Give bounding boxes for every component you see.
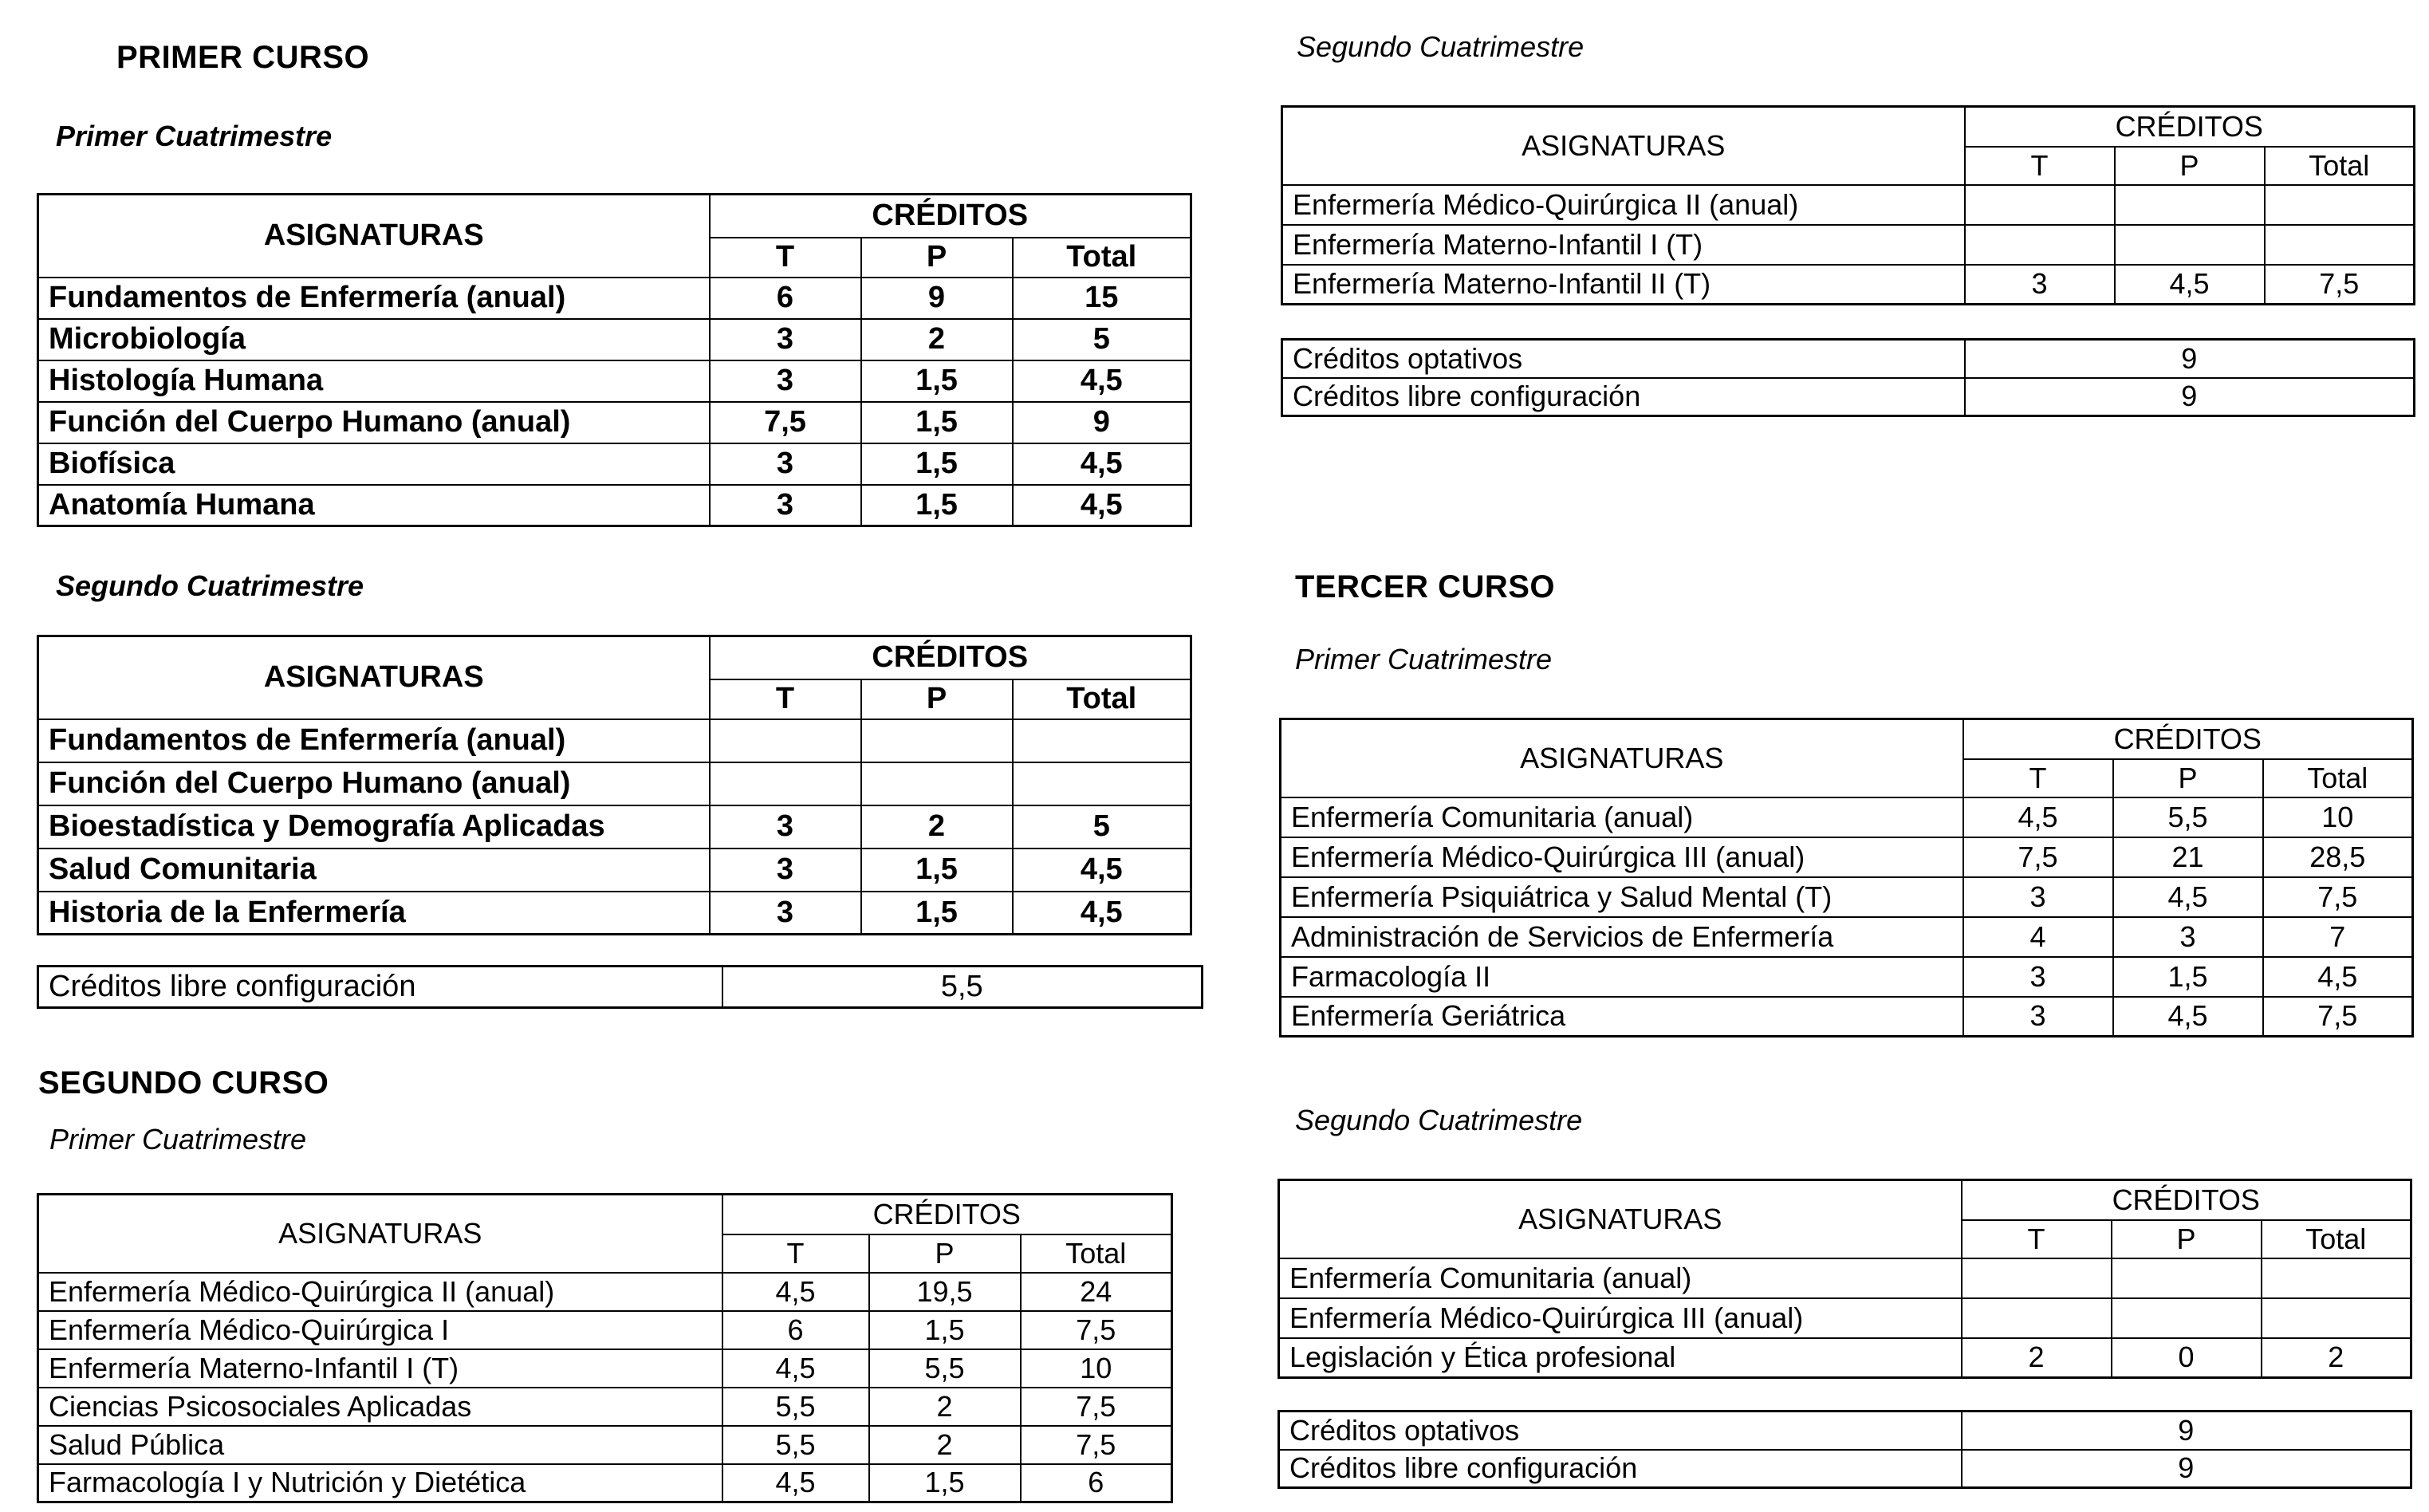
credits-p: 2 [869, 1388, 1021, 1426]
subject-name: Enfermería Geriátrica [1281, 997, 1963, 1037]
p-header: P [869, 1234, 1021, 1273]
extra-label: Créditos libre configuración [1282, 378, 1965, 416]
total-header: Total [2265, 147, 2415, 185]
subject-name: Fundamentos de Enfermería (anual) [38, 278, 710, 319]
t-header: T [710, 679, 861, 719]
total-header: Total [1013, 679, 1191, 719]
subject-name: Enfermería Médico-Quirúrgica II (anual) [1282, 185, 1965, 225]
subject-name: Enfermería Materno-Infantil II (T) [1282, 265, 1965, 305]
credits-total: 15 [1013, 278, 1191, 319]
total-header: Total [2263, 759, 2413, 797]
t-header: T [710, 238, 861, 278]
p-header: P [2115, 147, 2265, 185]
subject-name: Función del Cuerpo Humano (anual) [38, 762, 710, 805]
credits-total: 7,5 [1021, 1311, 1172, 1349]
tercer-curso-cuatri1-table [1279, 718, 2414, 1038]
table-row [38, 1426, 1172, 1464]
extra-value: 9 [1965, 340, 2415, 378]
tercer-curso-extra-table [1277, 1410, 2412, 1489]
credits-p: 1,5 [861, 402, 1013, 443]
p-header: P [2112, 1220, 2262, 1258]
credits-t: 3 [710, 892, 861, 935]
total-header: Total [2262, 1220, 2411, 1258]
credits-p: 2 [861, 805, 1013, 849]
credits-t: 3 [710, 360, 861, 402]
t-header: T [1963, 759, 2113, 797]
credits-total: 5 [1013, 319, 1191, 360]
credits-t: 3 [710, 849, 861, 892]
extra-value: 9 [1962, 1450, 2411, 1488]
credits-p: 2 [861, 319, 1013, 360]
credits-total [1013, 762, 1191, 805]
credits-header: CRÉDITOS [1962, 1180, 2411, 1220]
subject-name: Microbiología [38, 319, 710, 360]
table-row [1279, 1298, 2411, 1338]
credits-t: 6 [710, 278, 861, 319]
table-row [1282, 340, 2415, 378]
credits-t: 5,5 [722, 1426, 869, 1464]
subject-name: Enfermería Materno-Infantil I (T) [38, 1349, 722, 1388]
table-row [38, 849, 1191, 892]
subject-name: Legislación y Ética profesional [1279, 1338, 1962, 1378]
credits-t: 5,5 [722, 1388, 869, 1426]
credits-total: 4,5 [1013, 892, 1191, 935]
primer-curso-cuatri1-title: Primer Cuatrimestre [56, 120, 333, 152]
subject-name: Anatomía Humana [38, 485, 710, 526]
subject-name: Enfermería Comunitaria (anual) [1279, 1258, 1962, 1298]
segundo-curso-cuatri1-table [37, 1193, 1173, 1503]
table-row [38, 805, 1191, 849]
table-row [38, 1388, 1172, 1426]
p-header: P [2113, 759, 2263, 797]
table-row [1282, 185, 2415, 225]
extra-label: Créditos optativos [1279, 1412, 1962, 1450]
subject-name: Biofísica [38, 443, 710, 485]
subject-name: Farmacología I y Nutrición y Dietética [38, 1464, 722, 1502]
extra-label: Créditos libre configuración [38, 967, 722, 1008]
table-row [38, 1349, 1172, 1388]
credits-t: 4 [1963, 917, 2113, 957]
subject-name: Enfermería Psiquiátrica y Salud Mental (T) [1281, 877, 1963, 917]
table-row [1281, 957, 2413, 997]
credits-t [1962, 1298, 2112, 1338]
credits-total: 7 [2263, 917, 2413, 957]
subjects-header: ASIGNATURAS [38, 636, 710, 719]
table-row [38, 402, 1191, 443]
table-row [1279, 1258, 2411, 1298]
credits-t: 7,5 [1963, 837, 2113, 877]
credits-total: 7,5 [2265, 265, 2415, 305]
credits-p [2112, 1298, 2262, 1338]
credits-t [1965, 225, 2115, 265]
credits-total: 7,5 [1021, 1388, 1172, 1426]
table-row [1279, 1338, 2411, 1378]
credits-total: 4,5 [1013, 485, 1191, 526]
p-header: P [861, 679, 1013, 719]
credits-total: 4,5 [1013, 849, 1191, 892]
extra-label: Créditos optativos [1282, 340, 1965, 378]
table-row [38, 1464, 1172, 1502]
credits-p: 21 [2113, 837, 2263, 877]
subject-name: Enfermería Médico-Quirúrgica I [38, 1311, 722, 1349]
credits-t: 3 [710, 805, 861, 849]
credits-p: 4,5 [2113, 997, 2263, 1037]
credits-p: 2 [869, 1426, 1021, 1464]
credits-p: 1,5 [869, 1311, 1021, 1349]
total-header: Total [1013, 238, 1191, 278]
p-header: P [861, 238, 1013, 278]
subject-name: Historia de la Enfermería [38, 892, 710, 935]
table-row [38, 719, 1191, 762]
table-row [1281, 797, 2413, 837]
credits-total: 6 [1021, 1464, 1172, 1502]
t-header: T [1962, 1220, 2112, 1258]
credits-total: 4,5 [1013, 443, 1191, 485]
subject-name: Histología Humana [38, 360, 710, 402]
credits-t: 3 [1965, 265, 2115, 305]
credits-t [1962, 1258, 2112, 1298]
credits-t: 7,5 [710, 402, 861, 443]
credits-header: CRÉDITOS [710, 636, 1191, 679]
segundo-curso-title: SEGUNDO CURSO [38, 1065, 329, 1101]
credits-t: 4,5 [1963, 797, 2113, 837]
subject-name: Administración de Servicios de Enfermería [1281, 917, 1963, 957]
subject-name: Enfermería Médico-Quirúrgica III (anual) [1279, 1298, 1962, 1338]
credits-total [2265, 185, 2415, 225]
tercer-curso-title: TERCER CURSO [1295, 569, 1556, 604]
credits-t: 3 [710, 485, 861, 526]
credits-p: 1,5 [869, 1464, 1021, 1502]
credits-total: 10 [1021, 1349, 1172, 1388]
table-row [1279, 1412, 2411, 1450]
credits-total [2265, 225, 2415, 265]
credits-p: 1,5 [861, 892, 1013, 935]
credits-t: 3 [1963, 877, 2113, 917]
credits-total: 5 [1013, 805, 1191, 849]
subject-name: Farmacología II [1281, 957, 1963, 997]
credits-p: 1,5 [2113, 957, 2263, 997]
subjects-header: ASIGNATURAS [1279, 1180, 1962, 1258]
subjects-header: ASIGNATURAS [1281, 719, 1963, 797]
subject-name: Enfermería Médico-Quirúrgica II (anual) [38, 1273, 722, 1311]
subjects-header: ASIGNATURAS [1282, 107, 1965, 185]
credits-p [2115, 185, 2265, 225]
credits-header: CRÉDITOS [1963, 719, 2413, 759]
subject-name: Enfermería Comunitaria (anual) [1281, 797, 1963, 837]
credits-total: 7,5 [1021, 1426, 1172, 1464]
credits-t: 3 [1963, 997, 2113, 1037]
credits-header: CRÉDITOS [722, 1195, 1172, 1234]
subject-name: Salud Pública [38, 1426, 722, 1464]
credits-t: 3 [1963, 957, 2113, 997]
table-row [38, 762, 1191, 805]
credits-total: 4,5 [2263, 957, 2413, 997]
subject-name: Ciencias Psicosociales Aplicadas [38, 1388, 722, 1426]
credits-t: 4,5 [722, 1464, 869, 1502]
credits-p: 1,5 [861, 443, 1013, 485]
subject-name: Salud Comunitaria [38, 849, 710, 892]
credits-t [710, 719, 861, 762]
credits-t: 2 [1962, 1338, 2112, 1378]
extra-label: Créditos libre configuración [1279, 1450, 1962, 1488]
credits-header: CRÉDITOS [1965, 107, 2415, 147]
primer-curso-cuatri2-title: Segundo Cuatrimestre [56, 569, 364, 602]
subject-name: Función del Cuerpo Humano (anual) [38, 402, 710, 443]
credits-t: 3 [710, 319, 861, 360]
table-row [38, 967, 1203, 1008]
credits-p: 5,5 [869, 1349, 1021, 1388]
segundo-curso-cuatri2-title: Segundo Cuatrimestre [1297, 30, 1585, 63]
table-row [1279, 1450, 2411, 1488]
subject-name: Fundamentos de Enfermería (anual) [38, 719, 710, 762]
credits-total: 24 [1021, 1273, 1172, 1311]
table-row [1281, 837, 2413, 877]
table-row [1281, 997, 2413, 1037]
credits-total: 10 [2263, 797, 2413, 837]
credits-total: 7,5 [2263, 877, 2413, 917]
primer-curso-title: PRIMER CURSO [116, 40, 370, 75]
subjects-header: ASIGNATURAS [38, 195, 710, 278]
credits-t [1965, 185, 2115, 225]
credits-total [1013, 719, 1191, 762]
table-row [38, 443, 1191, 485]
subject-name: Bioestadística y Demografía Aplicadas [38, 805, 710, 849]
segundo-curso-extra-table [1281, 338, 2415, 417]
tercer-curso-cuatri2-title: Segundo Cuatrimestre [1295, 1104, 1583, 1136]
credits-total: 4,5 [1013, 360, 1191, 402]
segundo-curso-cuatri2-table [1281, 105, 2415, 305]
total-header: Total [1021, 1234, 1172, 1273]
primer-curso-extra-table [37, 965, 1203, 1009]
credits-p: 9 [861, 278, 1013, 319]
credits-p: 1,5 [861, 849, 1013, 892]
segundo-curso-cuatri1-title: Primer Cuatrimestre [49, 1123, 307, 1156]
credits-p: 5,5 [2113, 797, 2263, 837]
credits-t: 4,5 [722, 1349, 869, 1388]
credits-p [861, 762, 1013, 805]
credits-header: CRÉDITOS [710, 195, 1191, 238]
table-row [38, 485, 1191, 526]
credits-p: 1,5 [861, 485, 1013, 526]
credits-t: 6 [722, 1311, 869, 1349]
tercer-curso-cuatri2-table [1277, 1179, 2412, 1379]
table-row [1282, 378, 2415, 416]
credits-p [2115, 225, 2265, 265]
table-row [1281, 877, 2413, 917]
credits-t: 3 [710, 443, 861, 485]
credits-p: 4,5 [2115, 265, 2265, 305]
credits-total [2262, 1298, 2411, 1338]
primer-curso-cuatri2-table [37, 635, 1192, 935]
primer-curso-cuatri1-table [37, 193, 1192, 527]
credits-total [2262, 1258, 2411, 1298]
table-row [38, 892, 1191, 935]
credits-total: 2 [2262, 1338, 2411, 1378]
credits-p: 1,5 [861, 360, 1013, 402]
credits-p [2112, 1258, 2262, 1298]
credits-t [710, 762, 861, 805]
credits-total: 9 [1013, 402, 1191, 443]
table-row [38, 360, 1191, 402]
extra-value: 9 [1962, 1412, 2411, 1450]
subject-name: Enfermería Materno-Infantil I (T) [1282, 225, 1965, 265]
table-row [1282, 265, 2415, 305]
extra-value: 9 [1965, 378, 2415, 416]
credits-total: 28,5 [2263, 837, 2413, 877]
extra-value: 5,5 [722, 967, 1203, 1008]
table-row [38, 1311, 1172, 1349]
credits-p: 3 [2113, 917, 2263, 957]
credits-p: 0 [2112, 1338, 2262, 1378]
table-row [1282, 225, 2415, 265]
tercer-curso-cuatri1-title: Primer Cuatrimestre [1295, 643, 1553, 675]
subject-name: Enfermería Médico-Quirúrgica III (anual) [1281, 837, 1963, 877]
t-header: T [722, 1234, 869, 1273]
table-row [38, 319, 1191, 360]
table-row [38, 1273, 1172, 1311]
credits-p: 19,5 [869, 1273, 1021, 1311]
credits-t: 4,5 [722, 1273, 869, 1311]
subjects-header: ASIGNATURAS [38, 1195, 722, 1273]
credits-total: 7,5 [2263, 997, 2413, 1037]
credits-p: 4,5 [2113, 877, 2263, 917]
table-row [38, 278, 1191, 319]
credits-p [861, 719, 1013, 762]
t-header: T [1965, 147, 2115, 185]
table-row [1281, 917, 2413, 957]
